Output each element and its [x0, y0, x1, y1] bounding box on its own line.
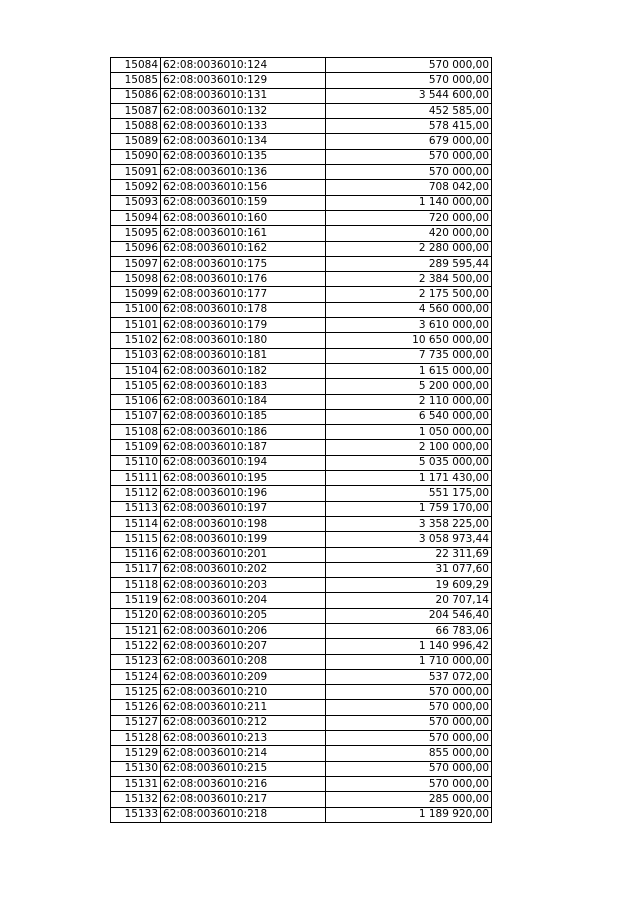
cadastral-number-cell: 62:08:0036010:216	[161, 776, 326, 791]
cadastral-number-cell: 62:08:0036010:205	[161, 608, 326, 623]
amount-cell: 31 077,60	[326, 562, 492, 577]
amount-cell: 570 000,00	[326, 776, 492, 791]
amount-cell: 855 000,00	[326, 746, 492, 761]
table-row	[111, 241, 492, 256]
amount-cell: 285 000,00	[326, 792, 492, 807]
row-number-cell: 15121	[111, 623, 161, 638]
row-number-cell: 15122	[111, 639, 161, 654]
row-number-cell: 15110	[111, 455, 161, 470]
row-number-cell: 15086	[111, 88, 161, 103]
row-number-cell: 15123	[111, 654, 161, 669]
row-number-cell: 15106	[111, 394, 161, 409]
amount-cell: 2 384 500,00	[326, 272, 492, 287]
cadastral-number-cell: 62:08:0036010:199	[161, 532, 326, 547]
amount-cell: 66 783,06	[326, 623, 492, 638]
row-number-cell: 15100	[111, 302, 161, 317]
amount-cell: 2 280 000,00	[326, 241, 492, 256]
row-number-cell: 15114	[111, 516, 161, 531]
amount-cell: 570 000,00	[326, 715, 492, 730]
table-row	[111, 440, 492, 455]
amount-cell: 4 560 000,00	[326, 302, 492, 317]
amount-cell: 537 072,00	[326, 669, 492, 684]
cadastral-number-cell: 62:08:0036010:207	[161, 639, 326, 654]
amount-cell: 3 358 225,00	[326, 516, 492, 531]
row-number-cell: 15094	[111, 210, 161, 225]
amount-cell: 1 171 430,00	[326, 471, 492, 486]
table-row	[111, 761, 492, 776]
amount-cell: 204 546,40	[326, 608, 492, 623]
cadastral-number-cell: 62:08:0036010:211	[161, 700, 326, 715]
row-number-cell: 15096	[111, 241, 161, 256]
row-number-cell: 15090	[111, 149, 161, 164]
cadastral-number-cell: 62:08:0036010:156	[161, 180, 326, 195]
row-number-cell: 15115	[111, 532, 161, 547]
row-number-cell: 15109	[111, 440, 161, 455]
cadastral-number-cell: 62:08:0036010:177	[161, 287, 326, 302]
table-row	[111, 654, 492, 669]
row-number-cell: 15092	[111, 180, 161, 195]
cadastral-number-cell: 62:08:0036010:215	[161, 761, 326, 776]
cadastral-number-cell: 62:08:0036010:203	[161, 578, 326, 593]
row-number-cell: 15132	[111, 792, 161, 807]
table-row	[111, 486, 492, 501]
cadastral-number-cell: 62:08:0036010:194	[161, 455, 326, 470]
amount-cell: 570 000,00	[326, 149, 492, 164]
cadastral-number-cell: 62:08:0036010:132	[161, 103, 326, 118]
table-row	[111, 807, 492, 822]
amount-cell: 570 000,00	[326, 731, 492, 746]
amount-cell: 452 585,00	[326, 103, 492, 118]
table-row	[111, 333, 492, 348]
cadastral-number-cell: 62:08:0036010:209	[161, 669, 326, 684]
row-number-cell: 15107	[111, 409, 161, 424]
amount-cell: 578 415,00	[326, 119, 492, 134]
amount-cell: 1 050 000,00	[326, 425, 492, 440]
table-row	[111, 639, 492, 654]
table-row	[111, 700, 492, 715]
data-table	[110, 57, 492, 823]
table-row	[111, 792, 492, 807]
amount-cell: 5 035 000,00	[326, 455, 492, 470]
table-row	[111, 195, 492, 210]
cadastral-number-cell: 62:08:0036010:180	[161, 333, 326, 348]
table-row	[111, 455, 492, 470]
cadastral-number-cell: 62:08:0036010:161	[161, 226, 326, 241]
row-number-cell: 15131	[111, 776, 161, 791]
row-number-cell: 15085	[111, 73, 161, 88]
row-number-cell: 15112	[111, 486, 161, 501]
table-row	[111, 562, 492, 577]
cadastral-number-cell: 62:08:0036010:218	[161, 807, 326, 822]
cadastral-number-cell: 62:08:0036010:187	[161, 440, 326, 455]
table-row	[111, 348, 492, 363]
cadastral-number-cell: 62:08:0036010:195	[161, 471, 326, 486]
cadastral-number-cell: 62:08:0036010:136	[161, 165, 326, 180]
row-number-cell: 15119	[111, 593, 161, 608]
cadastral-number-cell: 62:08:0036010:124	[161, 58, 326, 73]
row-number-cell: 15104	[111, 363, 161, 378]
row-number-cell: 15097	[111, 256, 161, 271]
amount-cell: 679 000,00	[326, 134, 492, 149]
table-row	[111, 394, 492, 409]
cadastral-number-cell: 62:08:0036010:159	[161, 195, 326, 210]
cadastral-number-cell: 62:08:0036010:214	[161, 746, 326, 761]
cadastral-number-cell: 62:08:0036010:178	[161, 302, 326, 317]
row-number-cell: 15126	[111, 700, 161, 715]
row-number-cell: 15095	[111, 226, 161, 241]
cadastral-number-cell: 62:08:0036010:204	[161, 593, 326, 608]
cadastral-number-cell: 62:08:0036010:135	[161, 149, 326, 164]
table-row	[111, 532, 492, 547]
cadastral-number-cell: 62:08:0036010:198	[161, 516, 326, 531]
table-row	[111, 379, 492, 394]
amount-cell: 551 175,00	[326, 486, 492, 501]
row-number-cell: 15099	[111, 287, 161, 302]
amount-cell: 420 000,00	[326, 226, 492, 241]
row-number-cell: 15117	[111, 562, 161, 577]
row-number-cell: 15091	[111, 165, 161, 180]
table-row	[111, 715, 492, 730]
table-row	[111, 180, 492, 195]
cadastral-number-cell: 62:08:0036010:162	[161, 241, 326, 256]
cadastral-number-cell: 62:08:0036010:129	[161, 73, 326, 88]
amount-cell: 570 000,00	[326, 73, 492, 88]
table-row	[111, 318, 492, 333]
amount-cell: 3 544 600,00	[326, 88, 492, 103]
amount-cell: 570 000,00	[326, 700, 492, 715]
amount-cell: 570 000,00	[326, 685, 492, 700]
cadastral-number-cell: 62:08:0036010:179	[161, 318, 326, 333]
table-row	[111, 608, 492, 623]
table-row	[111, 287, 492, 302]
amount-cell: 2 100 000,00	[326, 440, 492, 455]
table-row	[111, 501, 492, 516]
row-number-cell: 15118	[111, 578, 161, 593]
amount-cell: 3 610 000,00	[326, 318, 492, 333]
cadastral-number-cell: 62:08:0036010:202	[161, 562, 326, 577]
table-row	[111, 471, 492, 486]
row-number-cell: 15098	[111, 272, 161, 287]
amount-cell: 20 707,14	[326, 593, 492, 608]
cadastral-number-cell: 62:08:0036010:160	[161, 210, 326, 225]
table-body	[111, 58, 492, 823]
table-row	[111, 776, 492, 791]
cadastral-number-cell: 62:08:0036010:183	[161, 379, 326, 394]
table-row	[111, 425, 492, 440]
amount-cell: 1 710 000,00	[326, 654, 492, 669]
amount-cell: 1 140 996,42	[326, 639, 492, 654]
row-number-cell: 15093	[111, 195, 161, 210]
cadastral-number-cell: 62:08:0036010:212	[161, 715, 326, 730]
cadastral-number-cell: 62:08:0036010:175	[161, 256, 326, 271]
table-row	[111, 226, 492, 241]
row-number-cell: 15087	[111, 103, 161, 118]
row-number-cell: 15129	[111, 746, 161, 761]
row-number-cell: 15125	[111, 685, 161, 700]
table-row	[111, 516, 492, 531]
amount-cell: 1 615 000,00	[326, 363, 492, 378]
amount-cell: 7 735 000,00	[326, 348, 492, 363]
table-row	[111, 272, 492, 287]
amount-cell: 2 175 500,00	[326, 287, 492, 302]
amount-cell: 289 595,44	[326, 256, 492, 271]
amount-cell: 5 200 000,00	[326, 379, 492, 394]
table-row	[111, 58, 492, 73]
row-number-cell: 15084	[111, 58, 161, 73]
cadastral-number-cell: 62:08:0036010:182	[161, 363, 326, 378]
amount-cell: 6 540 000,00	[326, 409, 492, 424]
table-row	[111, 578, 492, 593]
row-number-cell: 15113	[111, 501, 161, 516]
row-number-cell: 15105	[111, 379, 161, 394]
cadastral-number-cell: 62:08:0036010:206	[161, 623, 326, 638]
row-number-cell: 15088	[111, 119, 161, 134]
row-number-cell: 15127	[111, 715, 161, 730]
cadastral-number-cell: 62:08:0036010:210	[161, 685, 326, 700]
cadastral-number-cell: 62:08:0036010:134	[161, 134, 326, 149]
amount-cell: 570 000,00	[326, 761, 492, 776]
row-number-cell: 15102	[111, 333, 161, 348]
cadastral-number-cell: 62:08:0036010:213	[161, 731, 326, 746]
cadastral-number-cell: 62:08:0036010:184	[161, 394, 326, 409]
amount-cell: 19 609,29	[326, 578, 492, 593]
cadastral-number-cell: 62:08:0036010:131	[161, 88, 326, 103]
table-row	[111, 669, 492, 684]
table-row	[111, 103, 492, 118]
amount-cell: 1 189 920,00	[326, 807, 492, 822]
table-row	[111, 165, 492, 180]
table-row	[111, 363, 492, 378]
row-number-cell: 15130	[111, 761, 161, 776]
row-number-cell: 15120	[111, 608, 161, 623]
cadastral-number-cell: 62:08:0036010:196	[161, 486, 326, 501]
cadastral-number-cell: 62:08:0036010:176	[161, 272, 326, 287]
row-number-cell: 15101	[111, 318, 161, 333]
cadastral-number-cell: 62:08:0036010:133	[161, 119, 326, 134]
table-row	[111, 731, 492, 746]
row-number-cell: 15103	[111, 348, 161, 363]
row-number-cell: 15116	[111, 547, 161, 562]
amount-cell: 570 000,00	[326, 165, 492, 180]
cadastral-number-cell: 62:08:0036010:181	[161, 348, 326, 363]
table-row	[111, 73, 492, 88]
amount-cell: 1 140 000,00	[326, 195, 492, 210]
amount-cell: 10 650 000,00	[326, 333, 492, 348]
amount-cell: 708 042,00	[326, 180, 492, 195]
row-number-cell: 15133	[111, 807, 161, 822]
row-number-cell: 15124	[111, 669, 161, 684]
table-row	[111, 210, 492, 225]
cadastral-number-cell: 62:08:0036010:186	[161, 425, 326, 440]
row-number-cell: 15111	[111, 471, 161, 486]
table-row	[111, 593, 492, 608]
table-row	[111, 302, 492, 317]
amount-cell: 3 058 973,44	[326, 532, 492, 547]
table-row	[111, 547, 492, 562]
table-row	[111, 409, 492, 424]
cadastral-number-cell: 62:08:0036010:201	[161, 547, 326, 562]
table-row	[111, 88, 492, 103]
table-row	[111, 623, 492, 638]
table-row	[111, 685, 492, 700]
table-row	[111, 119, 492, 134]
amount-cell: 570 000,00	[326, 58, 492, 73]
table-row	[111, 746, 492, 761]
row-number-cell: 15128	[111, 731, 161, 746]
row-number-cell: 15108	[111, 425, 161, 440]
cadastral-number-cell: 62:08:0036010:208	[161, 654, 326, 669]
amount-cell: 2 110 000,00	[326, 394, 492, 409]
amount-cell: 720 000,00	[326, 210, 492, 225]
amount-cell: 22 311,69	[326, 547, 492, 562]
table-row	[111, 134, 492, 149]
table-row	[111, 256, 492, 271]
table-row	[111, 149, 492, 164]
row-number-cell: 15089	[111, 134, 161, 149]
amount-cell: 1 759 170,00	[326, 501, 492, 516]
cadastral-number-cell: 62:08:0036010:197	[161, 501, 326, 516]
cadastral-number-cell: 62:08:0036010:217	[161, 792, 326, 807]
cadastral-number-cell: 62:08:0036010:185	[161, 409, 326, 424]
